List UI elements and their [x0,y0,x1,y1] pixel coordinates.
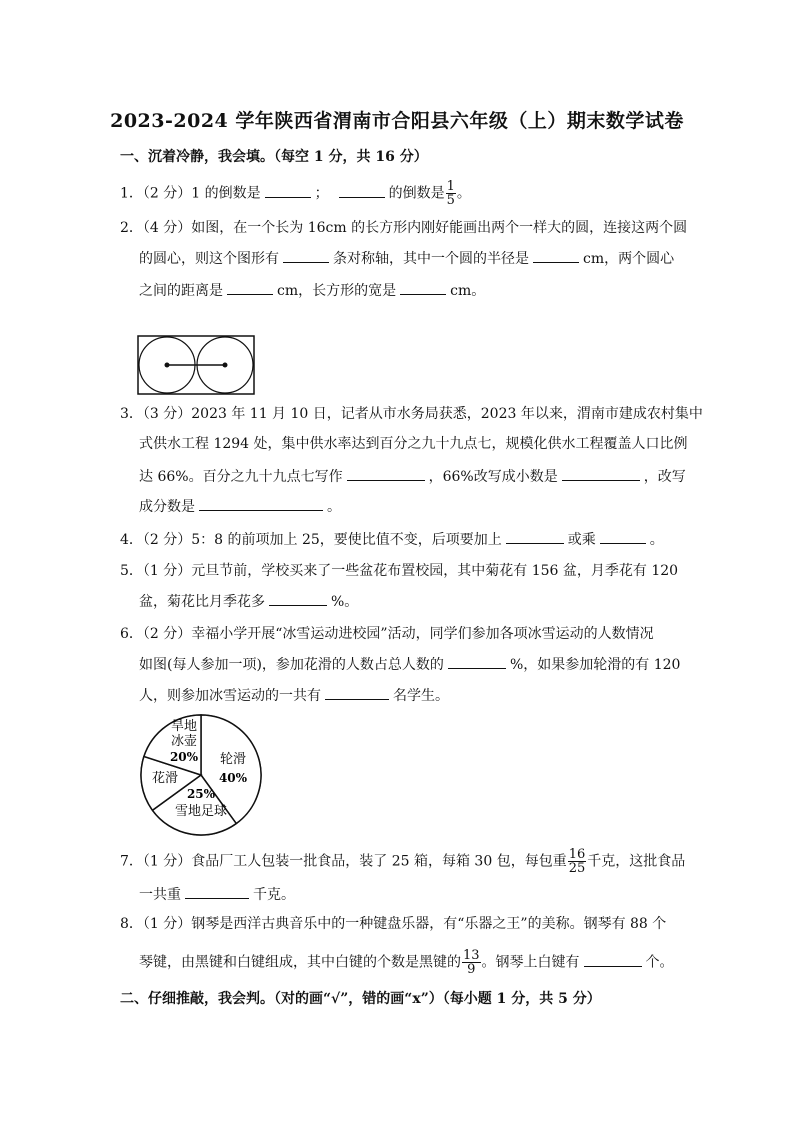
question-3-line-4 [139,496,341,517]
question-6-line-3 [139,685,449,706]
q4-blank-multiply[interactable] [600,529,646,544]
question-2-line-1: 2．（4 分）如图，在一个长为 16cm 的长方形内刚好能画出两个一样大的圆，连接这两个圆 [120,220,688,236]
pie-label-3-line-1: 旱地 [170,719,198,734]
pie-label-0: 轮滑 [219,752,247,767]
question-8-line-2 [139,949,674,976]
question-3-line-1: 3．（3 分）2023 年 11 月 10 日，记者从市水务局获悉，2023 年以来，渭南市建成农村集中 [120,406,703,422]
q7-fraction: $\frac{16}{25}$ [568,847,586,876]
question-4 [120,529,664,550]
section-1-heading: 一、沉着冷静，我会填。（每空 1 分，共 16 分） [120,149,428,165]
question-8-line-1: 8．（1 分）钢琴是西洋古典音乐中的一种键盘乐器，有“乐器之王”的美称。钢琴有 88 个 [120,916,667,932]
q3-text-2: ，66%改写成小数是 [428,469,558,485]
q2-text-2: 条对称轴，其中一个圆的半径是 [333,251,529,267]
q5-text: 盆，菊花比月季花多 [139,594,265,610]
rectangle-two-circles-figure [137,335,257,397]
question-7-line-1 [120,848,685,875]
q8-text-2: 。钢琴上白键有 [481,954,580,971]
q2-text: 的圆心，则这个图形有 [139,251,279,267]
q2-text-5: cm，长方形的宽是 [277,283,397,299]
q8-text-3: 个。 [645,954,674,971]
q7-text-2: 千克，这批食品 [587,853,686,870]
q6-text-3: 人，则参加冰雪运动的一共有 [139,688,321,704]
q6-text: 如图(每人参加一项)，参加花滑的人数占总人数的 [139,657,444,673]
q7-text-3: 一共重 [139,887,181,903]
q8-blank-white-keys[interactable] [584,952,642,967]
q1-text-4: 。 [456,185,471,202]
q2-text-3: cm，两个圆心 [583,251,675,267]
q4-text-3: 。 [649,532,664,548]
q2-blank-axes[interactable] [283,248,329,263]
q1-text-2: ； [314,185,329,202]
question-2-line-3 [139,280,485,301]
q3-blank-number[interactable] [347,466,425,481]
q6-text-2: %，如果参加轮滑的有 120 [509,657,681,673]
q1-fraction: $\frac{1}{5}$ [446,179,455,208]
q1-blank-1[interactable] [265,183,311,198]
q5-blank-percent[interactable] [269,591,327,606]
q3-blank-decimal[interactable] [562,466,640,481]
q4-text: 4．（2 分）5：8 的前项加上 25，要使比值不变，后项要加上 [120,532,502,548]
q3-text: 达 66%。百分之九十九点七写作 [139,469,343,485]
q6-blank-percent[interactable] [448,654,506,669]
question-7-line-2 [139,884,295,905]
q2-text-4: 之间的距离是 [139,283,223,299]
question-3-line-3 [139,466,686,487]
q2-blank-distance[interactable] [227,280,273,295]
question-2-line-2 [139,248,674,269]
question-5-line-1: 5．（1 分）元旦节前，学校买来了一些盆花布置校园，其中菊花有 156 盆，月季花有 120 [120,563,679,579]
q3-text-4: 成分数是 [139,499,195,515]
pie-value-1: 25% [186,787,216,801]
q6-text-4: 名学生。 [393,688,449,704]
figure-center-right [223,363,228,368]
pie-label-1: 雪地足球 [174,804,228,819]
q8-fraction: $\frac{13}{9}$ [463,948,480,977]
pie-label-2: 花滑 [151,771,179,786]
q7-text: 7．（1 分）食品厂工人包装一批食品，装了 25 箱，每箱 30 包，每包重 [120,853,567,870]
pie-label-3-line-2: 冰壶 [170,734,198,749]
q3-blank-fraction[interactable] [199,496,323,511]
section-2-heading: 二、仔细推敲，我会判。（对的画“√”，错的画“x”）（每小题 1 分，共 5 分） [120,991,601,1007]
q1-text-3: 的倒数是 [388,185,445,202]
question-6-line-2 [139,654,680,675]
q5-text-2: %。 [331,594,359,610]
figure-center-left [165,363,170,368]
question-6-line-1: 6．（2 分）幸福小学开展“冰雪运动进校园”活动，同学们参加各项冰雪运动的人数情况 [120,626,654,642]
pie-value-3: 20% [169,750,199,764]
q2-blank-width[interactable] [400,280,446,295]
question-1 [120,180,471,207]
q7-text-4: 千克。 [253,887,295,903]
q3-text-5: 。 [327,499,341,515]
q2-text-6: cm。 [450,283,486,299]
q4-blank-add[interactable] [506,529,564,544]
q2-blank-radius[interactable] [533,248,579,263]
pie-value-0: 40% [218,771,248,785]
q4-text-2: 或乘 [567,532,596,548]
q8-text: 琴键，由黑键和白键组成，其中白键的个数是黑键的 [139,954,461,971]
exam-title: 2023-2024 学年陕西省渭南市合阳县六年级（上）期末数学试卷 [110,110,684,132]
q1-blank-2[interactable] [339,183,385,198]
question-5-line-2 [139,591,358,612]
q1-text: 1．（2 分）1 的倒数是 [120,185,261,202]
q7-blank-weight[interactable] [185,884,249,899]
question-3-line-2: 式供水工程 1294 处，集中供水率达到百分之九十九点七，规模化供水工程覆盖人口比例 [139,436,688,452]
q3-text-3: ，改写 [643,469,686,485]
winter-sports-pie-chart [137,712,265,838]
q6-blank-total[interactable] [325,685,389,700]
